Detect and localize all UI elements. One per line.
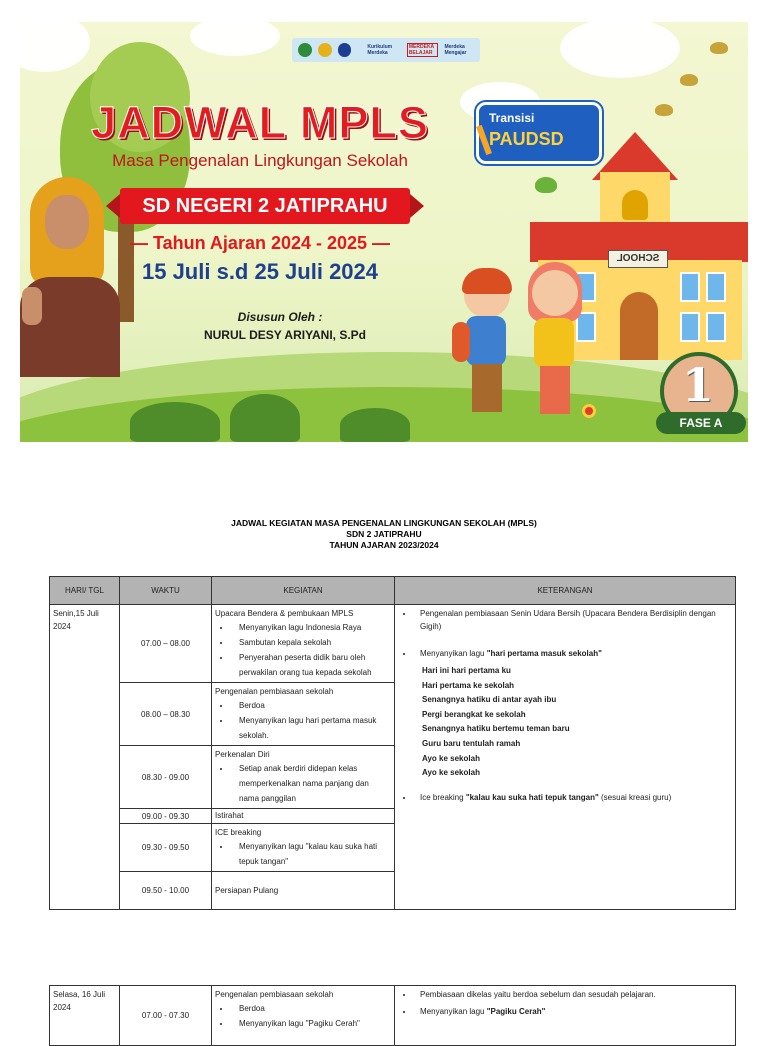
- lyric-line: Senangnya hatiku di antar ayah ibu: [422, 695, 557, 705]
- schedule-table-day2: [49, 985, 736, 1046]
- header-activity: KEGIATAN: [212, 577, 395, 605]
- boy-student-illustration: [452, 272, 522, 422]
- note-text: Ice breaking: [420, 792, 466, 802]
- activity-title: Pengenalan pembiasaan sekolah: [215, 990, 334, 999]
- school-sign: SCHOOL: [608, 250, 668, 268]
- lyric-line: Pergi berangkat ke sekolah: [422, 709, 526, 719]
- activity-item: • Berdoa: [231, 698, 391, 713]
- academic-year: — Tahun Ajaran 2024 - 2025 —: [129, 233, 391, 253]
- door: [620, 292, 658, 360]
- activity-item: • Menyanyikan lagu hari pertama masuk sekolah.: [231, 713, 391, 743]
- time-cell: 09.30 - 09.50: [120, 824, 212, 872]
- day-cell: Senin,15 Juli 2024: [50, 605, 120, 910]
- activity-item: • Setiap anak berdiri didepan kelas memperkenalkan nama panjang dan nama panggilan: [231, 761, 391, 806]
- activity-item: • Menyanyikan lagu "Pagiku Cerah": [231, 1016, 391, 1031]
- activity-item: • Sambutan kepala sekolah: [231, 635, 391, 650]
- heading-line: TAHUN AJARAN 2023/2024: [329, 540, 439, 550]
- activity-cell: [212, 746, 395, 809]
- date-range: 15 Juli s.d 25 Juli 2024: [141, 259, 379, 284]
- note-text: Menyanyikan lagu: [420, 1007, 487, 1016]
- tut-wuri-logo-icon: [318, 43, 332, 57]
- bell-icon: [622, 190, 648, 220]
- lyric-line: Ayo ke sekolah: [422, 753, 480, 763]
- regency-logo-icon: [338, 43, 352, 57]
- activity-cell: [212, 824, 395, 872]
- compiled-by-label: Disusun Oleh :: [237, 310, 323, 324]
- activity-title: Upacara Bendera & pembukaan MPLS: [215, 609, 354, 618]
- school-name-ribbon: SD NEGERI 2 JATIPRAHU: [120, 188, 410, 224]
- activity-cell: Persiapan Pulang: [212, 872, 395, 910]
- time-cell: 08.00 – 08.30: [120, 683, 212, 746]
- cloud: [20, 22, 90, 72]
- activity-cell: [212, 683, 395, 746]
- cloud: [560, 22, 680, 78]
- lyric-line: Senangnya hatiku bertemu teman baru: [422, 724, 570, 734]
- day-cell: Selasa, 16 Juli 2024: [50, 986, 120, 1046]
- notes-cell: [395, 986, 736, 1046]
- fase-a-badge: [656, 352, 746, 436]
- song-title: "Pagiku Cerah": [486, 1007, 546, 1016]
- activity-item: • Menyanyikan lagu Indonesia Raya: [231, 620, 391, 635]
- activity-title: Perkenalan Diri: [215, 750, 270, 759]
- time-cell: 07.00 – 08.00: [120, 605, 212, 683]
- time-cell: 09.00 - 09.30: [120, 809, 212, 824]
- header-day: HARI/ TGL: [50, 577, 120, 605]
- note-item: • Pengenalan pembiasaan Senin Udara Bersih (Upacara Bendera Berdisiplin dengan Gigih): [414, 607, 732, 633]
- schedule-table-day1: [49, 576, 736, 910]
- bush: [340, 408, 410, 442]
- heading-line: JADWAL KEGIATAN MASA PENGENALAN LINGKUNGAN SEKOLAH (MPLS): [231, 518, 537, 528]
- activity-cell: [212, 605, 395, 683]
- activity-title: ICE breaking: [215, 828, 262, 837]
- song-title: "kalau kau suka hati tepuk tangan": [465, 792, 599, 802]
- lyric-line: Ayo ke sekolah: [422, 768, 480, 778]
- banner-title: JADWAL MPLS: [91, 97, 429, 148]
- bird-icon: [680, 74, 698, 86]
- cloud: [190, 22, 280, 56]
- note-item: [414, 1005, 732, 1018]
- activity-item: • Menyanyikan lagu "kalau kau suka hati tepuk tangan": [231, 839, 391, 869]
- activity-item: • Penyerahan peserta didik baru oleh perwakilan orang tua kepada sekolah: [231, 650, 391, 680]
- mpls-banner: [20, 22, 748, 442]
- note-item: • Pembiasaan dikelas yaitu berdoa sebelum dan sesudah pelajaran.: [414, 988, 732, 1001]
- note-item: [414, 791, 732, 804]
- sponsor-logos: [292, 38, 480, 62]
- flower-icon: [582, 404, 596, 418]
- bird-icon: [710, 42, 728, 54]
- time-cell: 07.00 - 07.30: [120, 986, 212, 1046]
- time-cell: 08.30 - 09.00: [120, 746, 212, 809]
- lyric-line: Hari ini hari pertama ku: [422, 666, 511, 675]
- activity-item: • Berdoa: [231, 1001, 391, 1016]
- bush: [130, 402, 220, 442]
- girl-student-illustration: [520, 262, 590, 422]
- notes-cell: [395, 605, 736, 910]
- province-logo-icon: [298, 43, 312, 57]
- schedule-heading: [0, 518, 768, 551]
- bush: [230, 394, 300, 442]
- header-notes: KETERANGAN: [395, 577, 736, 605]
- activity-title: Pengenalan pembiasaan sekolah: [215, 687, 334, 696]
- note-text: Menyanyikan lagu: [420, 649, 487, 658]
- song-title: "hari pertama masuk sekolah": [486, 649, 602, 658]
- lyric-line: Hari pertama ke sekolah: [422, 680, 515, 690]
- table-header-row: [50, 577, 736, 605]
- heading-line: SDN 2 JATIPRAHU: [346, 529, 422, 539]
- bird-icon: [655, 104, 673, 116]
- activity-cell: [212, 986, 395, 1046]
- note-text: (sesuai kreasi guru): [598, 792, 672, 802]
- activity-cell: Istirahat: [212, 809, 395, 824]
- phase-label: FASE A: [656, 412, 746, 434]
- banner-subtitle: Masa Pengenalan Lingkungan Sekolah: [112, 151, 408, 170]
- author-name: NURUL DESY ARIYANI, S.Pd: [203, 328, 367, 342]
- note-item: [414, 647, 732, 660]
- table-row: [50, 986, 736, 1046]
- time-cell: 09.50 - 10.00: [120, 872, 212, 910]
- badge-big-text: PAUDSD: [489, 129, 564, 149]
- merdeka-mengajar-logo: Merdeka Mengajar: [444, 44, 467, 56]
- merdeka-belajar-logo: MERDEKA BELAJAR: [407, 43, 439, 57]
- lyric-line: Guru baru tentulah ramah: [422, 738, 521, 748]
- header-time: WAKTU: [120, 577, 212, 605]
- table-row: [50, 605, 736, 683]
- badge-small-text: Transisi: [489, 111, 535, 125]
- phase-number: 1: [682, 358, 715, 412]
- kurikulum-merdeka-logo: Kurikulum Merdeka: [367, 44, 393, 56]
